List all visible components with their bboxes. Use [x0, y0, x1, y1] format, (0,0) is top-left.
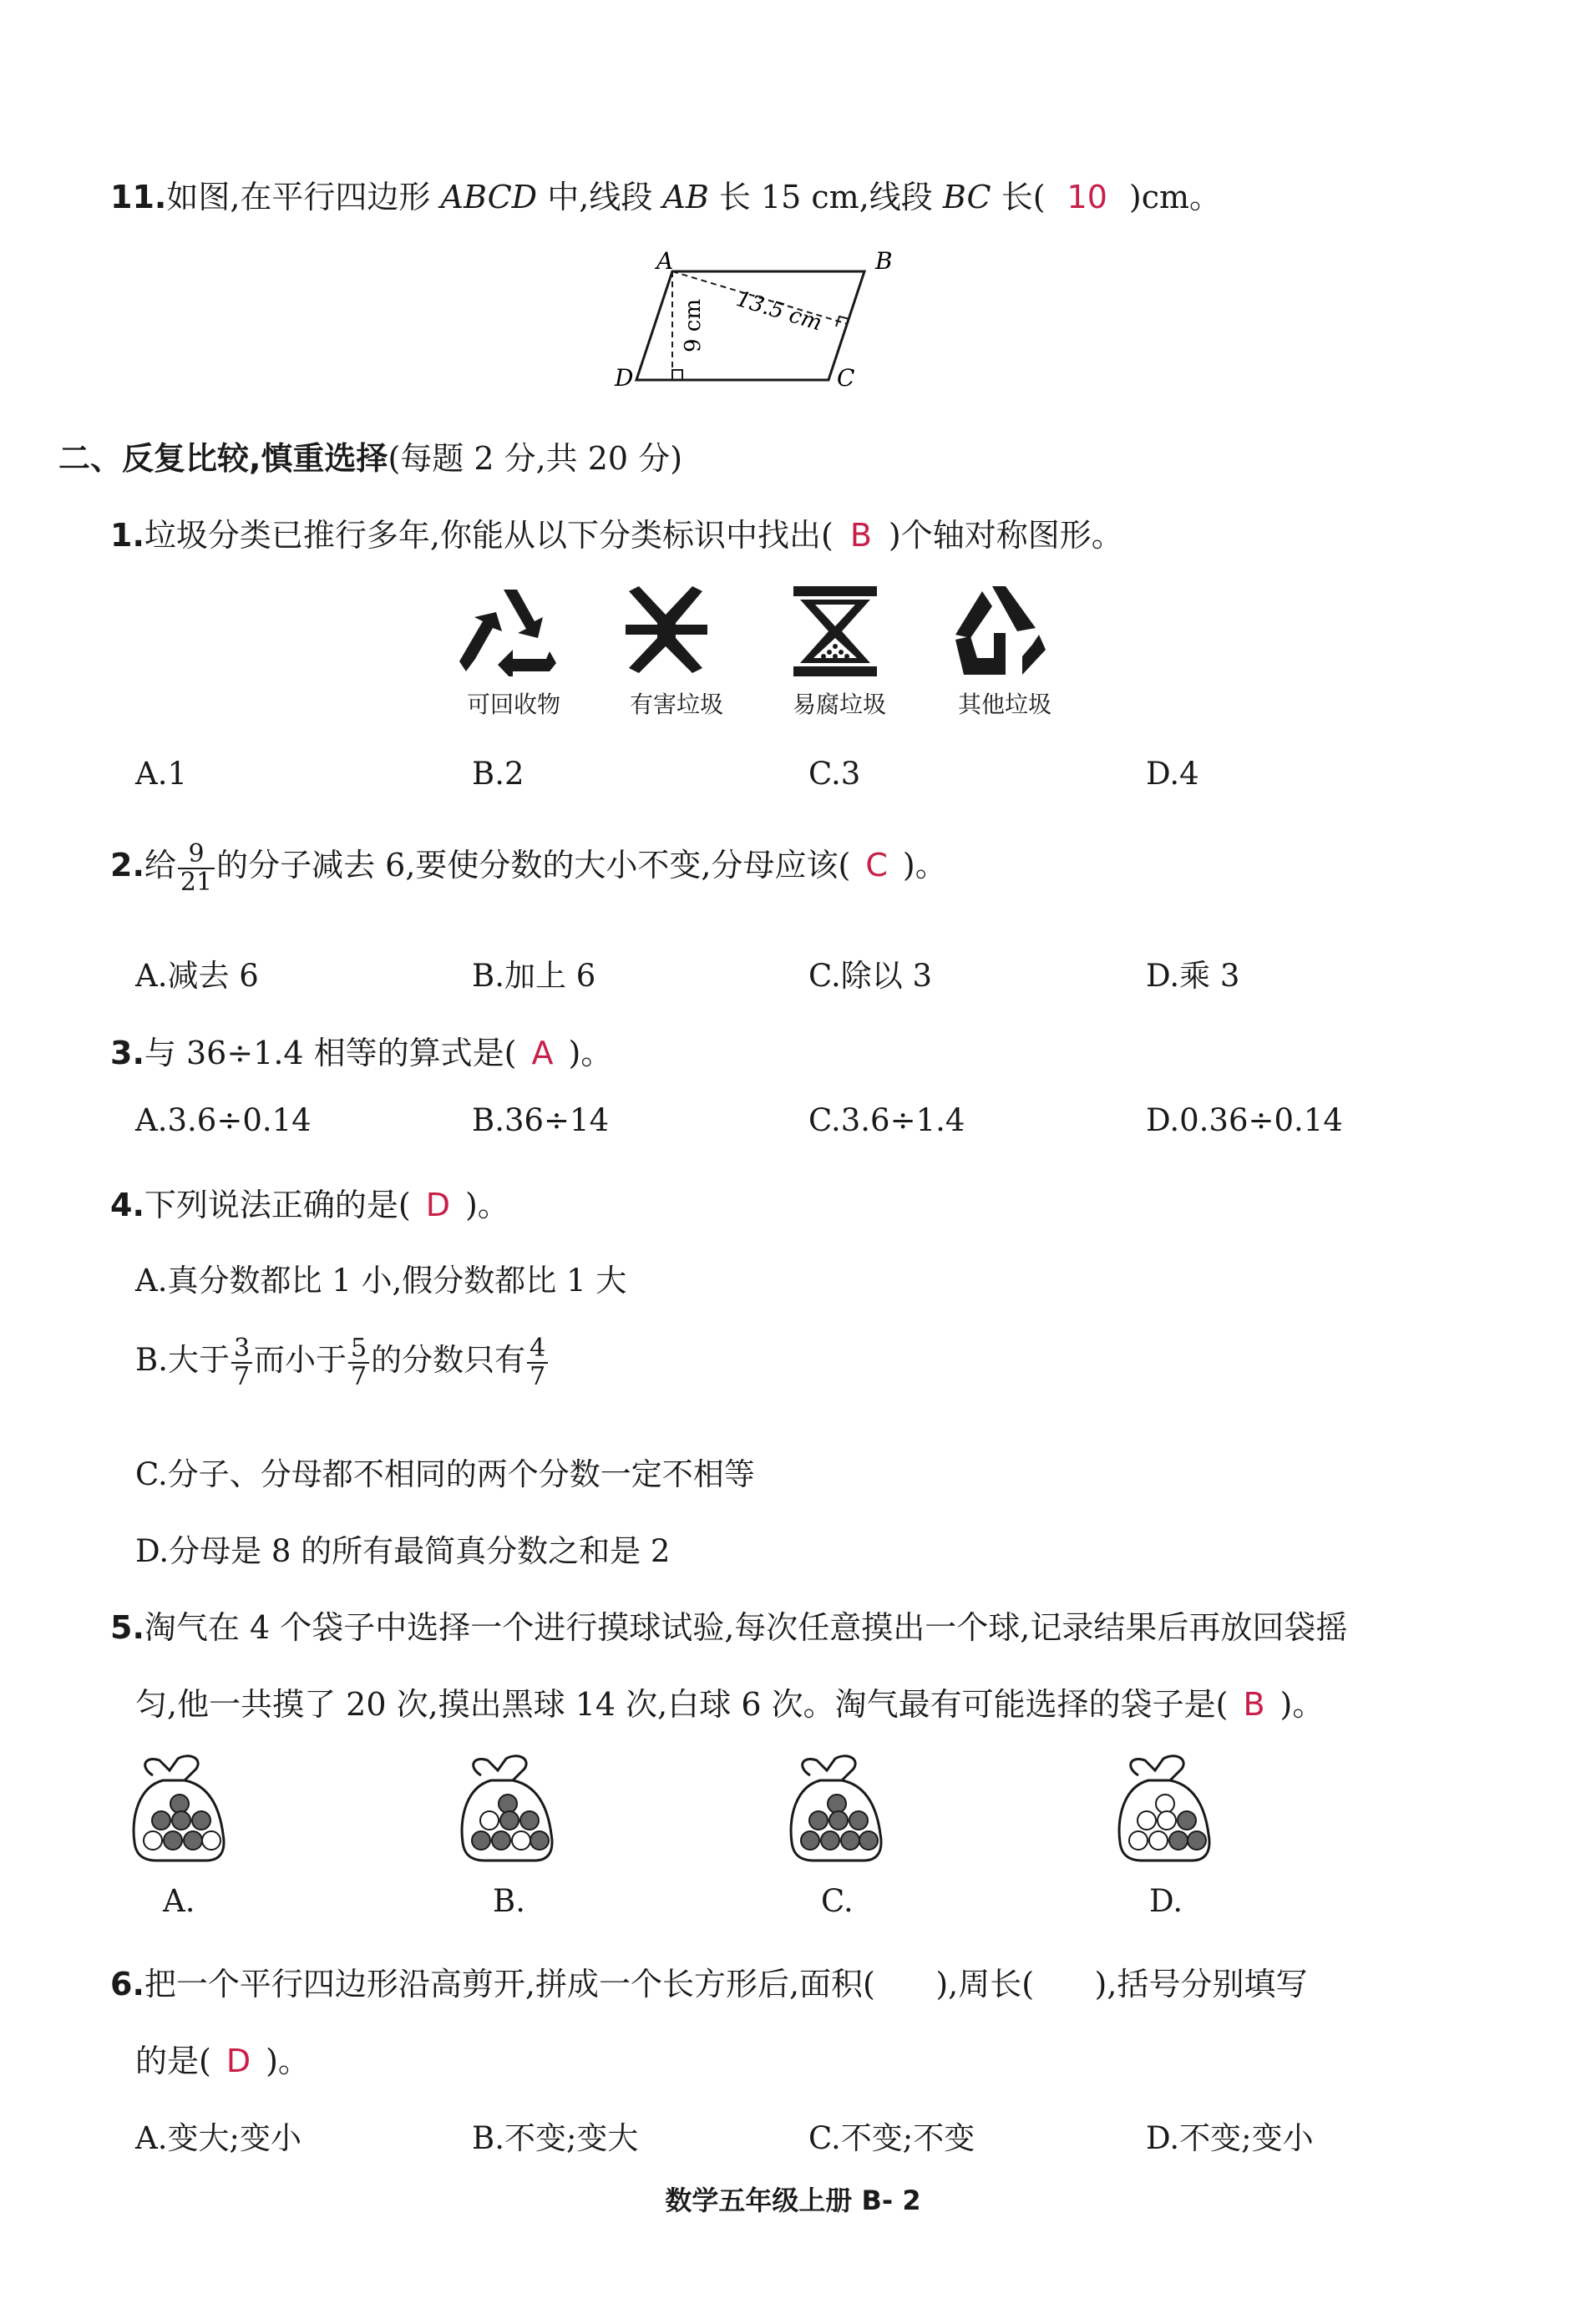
- hourglass-icon: [792, 586, 879, 676]
- hazard-icon: [622, 586, 714, 675]
- q5-number: 5.: [110, 1609, 144, 1646]
- section-2-heading: 二、反复比较,慎重选择(每题 2 分,共 20 分): [58, 440, 683, 477]
- q1-option-a: A.1: [135, 756, 188, 792]
- q1-option-b: B.2: [472, 756, 524, 792]
- q4b-fraction-1: $\frac{3}{7}$: [231, 1335, 252, 1390]
- q4-option-c: C.分子、分母都不相同的两个分数一定不相等: [135, 1456, 755, 1492]
- q4-option-b: B.大于 $\frac{3}{7}$ 而小于 $\frac{5}{7}$ 的分数只有 $\frac{4}{7}$: [135, 1334, 550, 1390]
- q6-number: 6.: [110, 1966, 144, 2002]
- vertex-a-label: A: [656, 247, 674, 275]
- q1-answer: B: [849, 517, 872, 554]
- q6-option-b: B.不变;变大: [472, 2120, 639, 2156]
- icon-caption-hazardous: 有害垃圾: [629, 691, 723, 718]
- q2-option-c: C.除以 3: [808, 958, 933, 994]
- q3-option-b: B.36÷14: [472, 1102, 610, 1138]
- q1-number: 1.: [110, 517, 144, 554]
- bag-c-icon: [787, 1752, 887, 1869]
- q6-option-c: C.不变;不变: [808, 2120, 975, 2156]
- q6-option-a: A.变大;变小: [135, 2120, 301, 2156]
- q2-answer: C: [865, 847, 888, 884]
- q11-number: 11.: [110, 179, 167, 215]
- q4-option-d: D.分母是 8 的所有最简真分数之和是 2: [135, 1533, 671, 1569]
- icon-caption-perishable: 易腐垃圾: [792, 691, 886, 718]
- q1-option-d: D.4: [1146, 756, 1199, 792]
- bag-a-icon: [129, 1752, 230, 1869]
- q5-option-a: A.: [163, 1883, 195, 1919]
- q2-number: 2.: [110, 847, 144, 884]
- q4b-fraction-2: $\frac{5}{7}$: [348, 1335, 369, 1390]
- q2-option-b: B.加上 6: [472, 958, 596, 994]
- q11-stem: 11.如图,在平行四边形 ABCD 中,线段 AB 长 15 cm,线段 BC 长( 10 )cm。: [110, 179, 1222, 215]
- other-waste-icon: [952, 585, 1046, 676]
- q3-stem: 3.与 36÷1.4 相等的算式是( A )。: [110, 1035, 613, 1071]
- q5-line-2: 匀,他一共摸了 20 次,摸出黑球 14 次,白球 6 次。淘气最有可能选择的袋子是( B )。: [135, 1686, 1325, 1723]
- bag-d-icon: [1115, 1752, 1215, 1869]
- vertex-d-label: D: [615, 364, 634, 392]
- q5-line-1: 5.淘气在 4 个袋子中选择一个进行摸球试验,每次任意摸出一个球,记录结果后再放回袋摇: [110, 1609, 1348, 1646]
- diagonal-label: 13.5 cm: [732, 286, 825, 337]
- vertex-b-label: B: [875, 247, 893, 275]
- q4-stem: 4.下列说法正确的是( D )。: [110, 1187, 509, 1223]
- q6-line-2: 的是( D )。: [135, 2043, 310, 2079]
- q5-option-d: D.: [1149, 1883, 1183, 1919]
- q2-option-a: A.减去 6: [135, 958, 259, 994]
- q5-option-b: B.: [493, 1883, 525, 1919]
- parallelogram-figure: [601, 242, 902, 401]
- q6-answer: D: [225, 2043, 251, 2079]
- q6-option-d: D.不变;变小: [1146, 2120, 1314, 2156]
- vertex-c-label: C: [837, 364, 855, 392]
- height-label: 9 cm: [681, 298, 706, 352]
- q4-answer: D: [425, 1187, 450, 1223]
- q4-number: 4.: [110, 1187, 144, 1223]
- q5-option-c: C.: [821, 1883, 854, 1919]
- q2-stem: 2.给 $\frac{9}{21}$ 的分子减去 6,要使分数的大小不变,分母应该( C )。: [110, 839, 947, 897]
- q3-answer: A: [531, 1035, 554, 1071]
- q3-option-c: C.3.6÷1.4: [808, 1102, 965, 1138]
- q3-option-d: D.0.36÷0.14: [1146, 1102, 1343, 1138]
- q1-stem: 1.垃圾分类已推行多年,你能从以下分类标识中找出( B )个轴对称图形。: [110, 517, 1123, 554]
- q3-number: 3.: [110, 1035, 144, 1071]
- icon-caption-other: 其他垃圾: [957, 691, 1051, 718]
- q6-line-1: 6.把一个平行四边形沿高剪开,拼成一个长方形后,面积( ),周长( ),括号分别填写: [110, 1966, 1308, 2002]
- q2-option-d: D.乘 3: [1146, 958, 1240, 994]
- q1-option-c: C.3: [808, 756, 861, 792]
- q4-option-a: A.真分数都比 1 小,假分数都比 1 大: [135, 1263, 627, 1299]
- q2-fraction: $\frac{9}{21}$: [178, 841, 215, 895]
- q4b-fraction-3: $\frac{4}{7}$: [527, 1335, 548, 1390]
- q3-option-a: A.3.6÷0.14: [135, 1102, 312, 1138]
- q5-answer: B: [1243, 1686, 1265, 1723]
- recycle-icon: [458, 585, 563, 676]
- page-footer: 数学五年级上册 B- 2: [665, 2185, 921, 2216]
- bag-b-icon: [458, 1752, 558, 1869]
- q11-answer: 10: [1067, 179, 1107, 215]
- icon-caption-recyclable: 可回收物: [466, 691, 560, 718]
